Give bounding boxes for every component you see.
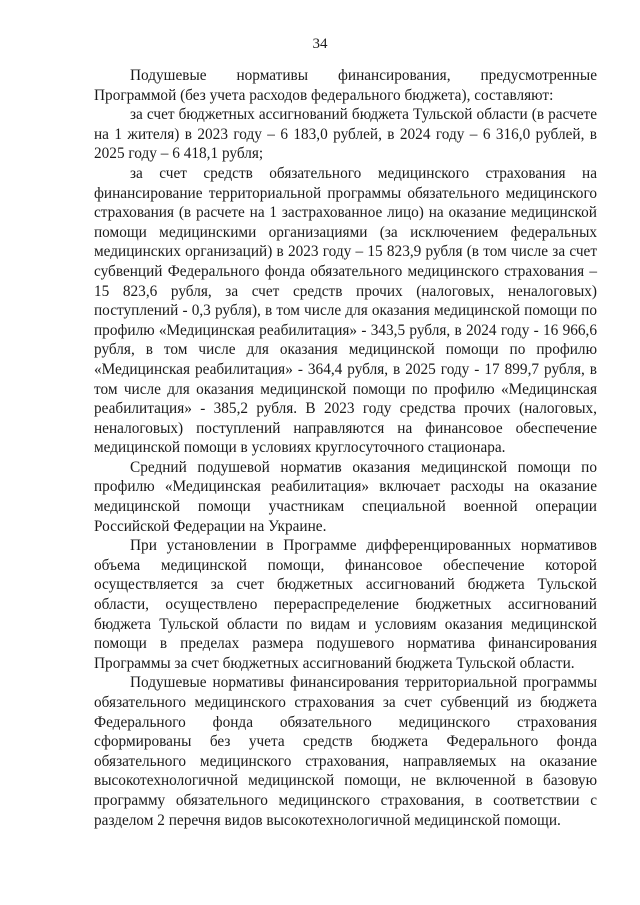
page-number: 34 — [312, 36, 328, 52]
paragraph-differentiated-norms: При установлении в Программе дифференцированных нормативов объема медицинской помощи, финансовое обеспечение которой осуществляется за счет бюджетных ассигнований бюджета Тульской области, осуществлено перераспределение бюджетных ассигнований бюджета Тульской области по видам и условиям оказания медицинской помощи в пределах размера подушевого норматива финансирования Программы за счет бюджетных ассигнований бюджета Тульской области. — [94, 537, 597, 672]
paragraph-funding-standards-intro: Подушевые нормативы финансирования, предусмотренные Программой (без учета расходов федерального бюджета), составляют: — [94, 67, 597, 104]
paragraph-rehabilitation-norm: Средний подушевой норматив оказания медицинской помощи по профилю «Медицинская реабилитация» включает расходы на оказание медицинской помощи участникам специальной военной операции Российской Федерации на Украине. — [94, 458, 597, 535]
paragraph-subvention-norms: Подушевые нормативы финансирования территориальной программы обязательного медицинского страхования за счет субвенций из бюджета Федерального фонда обязательного медицинского страхования сформированы без учета средств бюджета Федерального фонда обязательного медицинского страхования, направляемых на оказание высокотехнологичной медицинской помощи, не включенной в базовую программу обязательного медицинского страхования, в соответствии с разделом 2 перечня видов высокотехнологичной медицинской помощи. — [94, 674, 597, 829]
document-body — [94, 66, 597, 830]
paragraph-regional-budget: за счет бюджетных ассигнований бюджета Тульской области (в расчете на 1 жителя) в 2023 году – 6 183,0 рублей, в 2024 году – 6 316,0 рублей, в 2025 году – 6 418,1 рубля; — [94, 106, 597, 163]
paragraph-compulsory-insurance: за счет средств обязательного медицинского страхования на финансирование территориальной программы обязательного медицинского страхования (в расчете на 1 застрахованное лицо) на оказание медицинской помощи медицинскими организациями (за исключением федеральных медицинских организаций) в 2023 году – 15 823,9 рубля (в том числе за счет субвенций Федерального фонда обязательного медицинского страхования – 15 823,6 рубля, за счет средств прочих (налоговых, неналоговых) поступлений - 0,3 рубля), в том числе для оказания медицинской помощи по профилю «Медицинская реабилитация» - 343,5 рубля, в 2024 году - 16 966,6 рубля, в том числе для оказания медицинской помощи по профилю «Медицинская реабилитация» - 364,4 рубля, в 2025 году - 17 899,7 рубля, в том числе для оказания медицинской помощи по профилю «Медицинская реабилитация» - 385,2 рубля. В 2023 году средства прочих (налоговых, неналоговых) поступлений направляются на финансовое обеспечение медицинской помощи в условиях круглосуточного стационара. — [94, 164, 597, 457]
